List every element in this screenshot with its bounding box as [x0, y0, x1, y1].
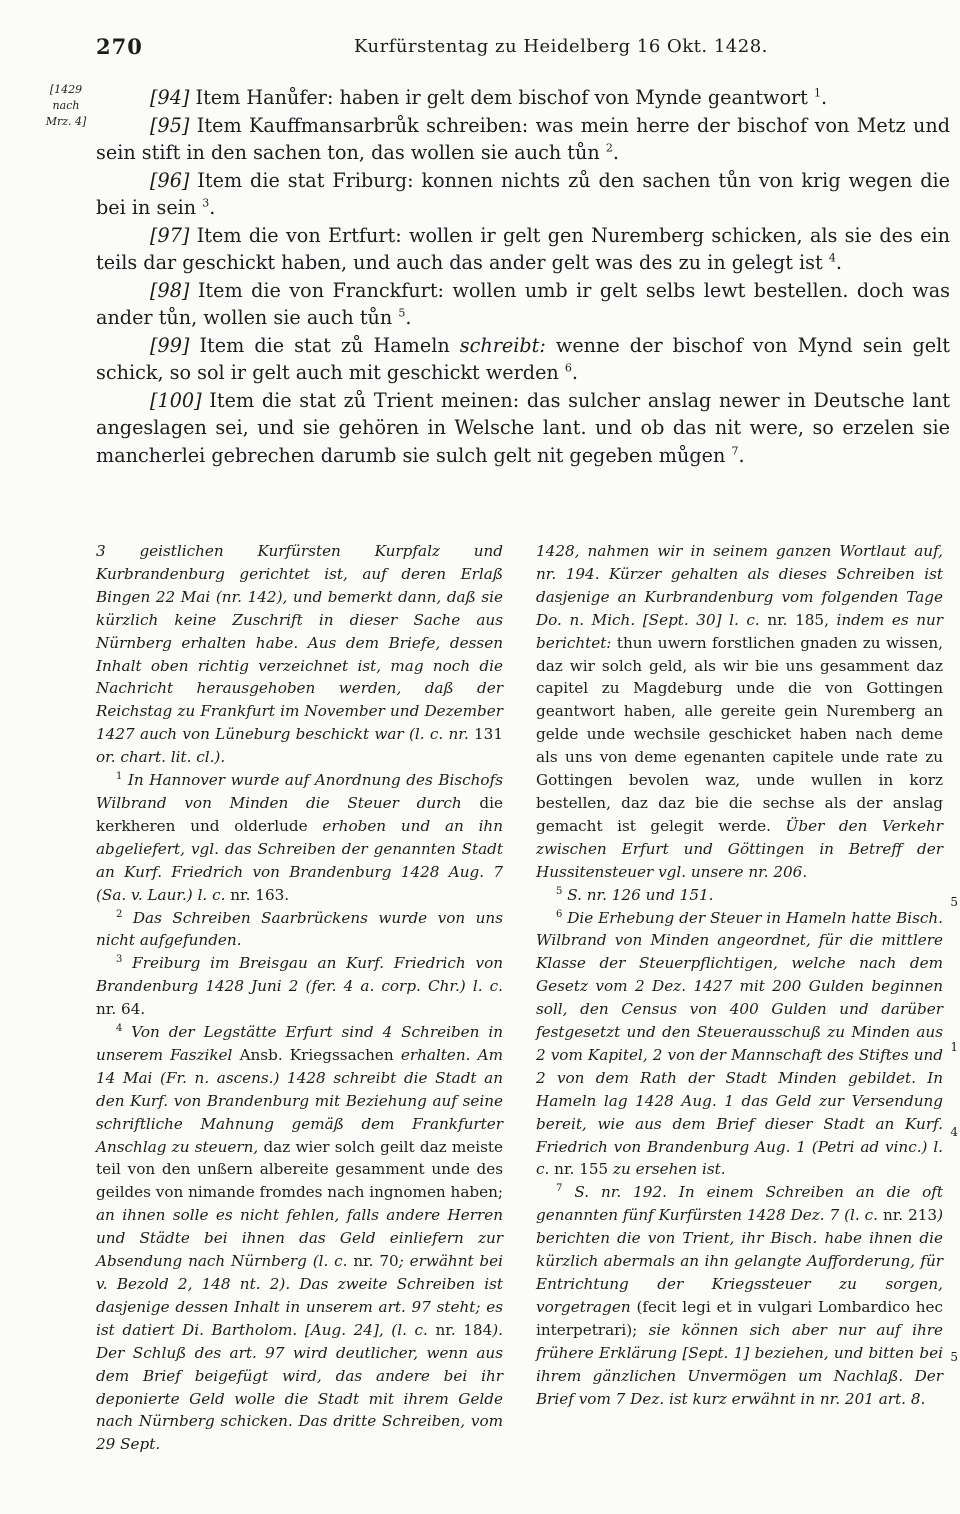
- footnote-number: 5: [556, 885, 563, 897]
- footnote-number: 3: [116, 954, 123, 966]
- footnote-text: die kerkheren und olderlude: [96, 793, 503, 835]
- page-header: [96, 34, 856, 64]
- footnote-text: an ihnen solle es nicht fehlen, falls andere Herren und Städte bei ihnen das Geld einliefern zur Absendung nach Nürnberg (l. c.: [96, 1206, 503, 1271]
- margin-note-line: Mrz. 4]: [45, 115, 87, 128]
- footnote-text: (fecit legi et in vulgari Lombardico hec interpetrari);: [536, 1297, 943, 1339]
- item-number: [94]: [150, 86, 190, 109]
- edge-mark: 5: [950, 895, 958, 909]
- punct: .: [571, 361, 578, 384]
- footnote-text: zu ersehen ist.: [608, 1160, 726, 1179]
- punct: .: [821, 86, 828, 109]
- item-97: [96, 222, 950, 277]
- footnote-ref: 1: [814, 86, 821, 100]
- footnote-continuation: [96, 540, 503, 769]
- footnote-ref: 7: [731, 444, 739, 458]
- footnote-7: [536, 1181, 943, 1410]
- footnote-6: [536, 907, 943, 1182]
- footnote-ref: 2: [605, 141, 613, 155]
- footnote-text: Über den Verkehr zwischen Erfurt und Göttingen in Betreff der Hussitensteuer vgl. unsere nr. 206.: [536, 816, 943, 881]
- footnote-text: nr. 64.: [96, 1000, 146, 1019]
- footnotes-left-column: [96, 540, 503, 1456]
- margin-note-line: [1429: [49, 83, 83, 96]
- footnote-text: nr. 70: [353, 1252, 399, 1271]
- footnote-1: [96, 769, 503, 906]
- item-text: Item die von Ertfurt: wollen ir gelt gen Nuremberg schicken, als sie des ein teils dar geschickt haben, und auch das ander gelt was des zu in gelegt ist: [96, 223, 950, 274]
- item-text: wenne der bischof von Mynd sein gelt schick, so sol ir gelt auch mit geschickt werden: [96, 333, 950, 384]
- margin-note-line: nach: [52, 99, 80, 112]
- item-number: [98]: [150, 278, 190, 302]
- footnote-text: indem es nur berichtet:: [536, 610, 944, 652]
- footnote-text: nr. 163.: [230, 885, 290, 904]
- footnotes: [96, 540, 950, 1480]
- item-number: [95]: [150, 113, 190, 137]
- footnote-text: In Hannover wurde auf Anordnung des Bischofs Wilbrand von Minden die Steuer durch: [96, 771, 503, 812]
- item-number: [100]: [150, 388, 202, 412]
- footnote-text: sie können sich aber nur auf ihre frühere Erklärung [Sept. 1] beziehen, und bitten bei ihrem gänzlichen Unvermögen um Nachlaß. Der Brief vom 7 Dez. ist kurz erwähnt in nr. 201 art. 8.: [536, 1320, 943, 1408]
- footnote-text: nr. 213: [882, 1206, 938, 1225]
- item-text: Item die stat zů Trient meinen: das sulcher anslag newer in Deutsche lant angeslagen sei, und sie gehören in Welsche lant. und ob das nit were, so erzelen sie mancherlei gebrechen darumb sie sulch gelt nit gegeben můgen: [96, 388, 950, 467]
- footnote-text: Die Erhebung der Steuer in Hameln hatte Bisch. Wilbrand von Minden angeordnet, für die mittlere Klasse der Steuerpflichtigen, welche nach dem Gesetz vom 2 Dez. 1427 mit 200 Gulden beginnen soll, den Census von 400 Gulden und darüber festgesetzt und den Steuerausschuß zu Minden aus 2 vom Kapitel, 2 von der Mannschaft des Stiftes und 2 von dem Rath der Stadt Minden gebildet. In Hameln lag 1428 Aug. 1 das Geld zur Versendung bereit, wie aus dem Brief dieser Stadt an Kurf. Friedrich von Brandenburg Aug. 1 (Petri ad vinc.) l. c.: [536, 908, 943, 1179]
- item-text: Item Hanůfer: haben ir gelt dem bischof von Mynde geantwort: [189, 86, 808, 109]
- running-title: Kurfürstentag zu Heidelberg 16 Okt. 1428.: [354, 36, 768, 57]
- footnote-number: 4: [116, 1022, 123, 1034]
- margin-date-note: [38, 82, 94, 130]
- footnote-text: ) berichten die von Trient, ihr Bisch. habe ihnen die kürzlich abermals an ihn gelangte Aufforderung, für Entrichtung der Kriegssteuer zu sorgen, vorgetragen: [536, 1206, 944, 1316]
- item-text: Item die stat zů Hameln: [189, 333, 460, 357]
- footnote-text: Das Schreiben Saarbrückens wurde von uns nicht aufgefunden.: [96, 908, 503, 950]
- footnote-text: daz wier solch geilt daz meiste teil von den unßern albereite gesamment unde des geildes von nimande fromdes nach ingnomen haben;: [96, 1137, 503, 1202]
- item-98: [96, 277, 950, 332]
- item-text: Item die von Franckfurt: wollen umb ir gelt selbs lewt bestellen. doch was ander tůn, wollen sie auch tůn: [96, 278, 950, 329]
- footnote-continuation: [536, 540, 943, 884]
- footnote-text: erhoben und an ihn abgeliefert, vgl. das Schreiben der genannten Stadt an Kurf. Friedrich von Brandenburg 1428 Aug. 7 (Sa. v. Laur.) l. c.: [96, 816, 503, 904]
- footnote-text: 3 geistlichen Kurfürsten Kurpfalz und Kurbrandenburg gerichtet ist, auf deren Erlaß Bingen 22 Mai (nr. 142), und bemerkt dann, daß sie kürzlich keine Zuschrift in dieser Sache aus Nürnberg erhalten habe. Aus dem Briefe, dessen Inhalt oben richtig verzeichnet ist, mag noch die Nachricht herausgehoben werden, daß der Reichstag zu Frankfurt im November und Dezember 1427 auch von Lüneburg beschickt war (l. c. nr.: [96, 542, 503, 744]
- item-96: [96, 167, 950, 222]
- item-verb: schreibt:: [459, 333, 546, 357]
- footnote-number: 1: [116, 771, 123, 782]
- footnote-ref: 5: [398, 306, 406, 320]
- footnote-text: S. nr. 126 und 151.: [562, 885, 714, 904]
- footnote-text: nr. 185,: [767, 610, 829, 629]
- page-number: 270: [96, 34, 143, 59]
- edge-mark: 1: [950, 1040, 958, 1054]
- footnote-5: [536, 884, 943, 907]
- item-number: [97]: [150, 223, 190, 247]
- item-95: [96, 112, 950, 167]
- punct: .: [612, 141, 619, 164]
- edge-mark: 4: [950, 1125, 958, 1139]
- footnote-2: [96, 907, 503, 953]
- item-100: [96, 387, 950, 470]
- item-text: Item die stat Friburg: konnen nichts zů den sachen tůn von krig wegen die bei in sein: [96, 168, 950, 219]
- footnote-text: S. nr. 192. In einem Schreiben an die oft genannten fünf Kurfürsten 1428 Dez. 7 (l. c.: [536, 1183, 943, 1225]
- footnote-text: Ansb. Kriegssachen: [239, 1045, 394, 1064]
- footnote-text: nr. 184: [435, 1320, 493, 1339]
- item-text: Item Kauffmansarbrůk schreiben: was mein herre der bischof von Metz und sein stift in den sachen ton, das wollen sie auch tůn: [96, 113, 950, 164]
- footnote-text: 131: [474, 725, 503, 744]
- footnote-number: 2: [116, 908, 123, 920]
- item-99: [96, 332, 950, 387]
- footnote-ref: 3: [202, 196, 210, 210]
- punct: .: [405, 306, 412, 329]
- punct: .: [738, 443, 745, 467]
- footnote-text: ). Der Schluß des art. 97 wird deutlicher, wenn aus dem Brief beigefügt wird, das andere bei ihr deponierte Geld wolle die Stadt mit ihrem Gelde nach Nürnberg schicken. Das dritte Schreiben, vom 29 Sept.: [96, 1320, 504, 1454]
- edge-marks: [950, 540, 960, 1480]
- punct: .: [835, 251, 842, 274]
- footnote-4: [96, 1021, 503, 1456]
- footnote-number: 6: [556, 908, 563, 920]
- item-number: [99]: [150, 333, 190, 357]
- footnote-text: 1428, nahmen wir in seinem ganzen Wortlaut auf, nr. 194. Kürzer gehalten als dieses Schreiben ist dasjenige an Kurbrandenburg vom folgenden Tage Do. n. Mich. [Sept. 30] l. c.: [536, 542, 943, 629]
- item-94: [96, 84, 950, 112]
- main-text: [96, 84, 950, 469]
- footnote-text: nr. 155: [554, 1160, 609, 1179]
- footnote-text: erhalten. Am 14 Mai (Fr. n. ascens.) 1428 schreibt die Stadt an den Kurf. von Brandenburg mit Beziehung auf seine schriftliche Mahnung gemäß dem Frankfurter Anschlag zu steuern,: [96, 1045, 503, 1156]
- footnote-text: Von der Legstätte Erfurt sind 4 Schreiben in unserem Faszikel: [96, 1023, 503, 1064]
- footnote-ref: 6: [564, 361, 572, 375]
- footnotes-right-column: [536, 540, 943, 1410]
- footnote-text: Freiburg im Breisgau an Kurf. Friedrich von Brandenburg 1428 Juni 2 (fer. 4 a. corp. Chr.) l. c.: [96, 954, 503, 996]
- edge-mark: 5: [950, 1350, 958, 1364]
- footnote-ref: 4: [828, 251, 836, 265]
- footnote-text: ; erwähnt bei v. Bezold 2, 148 nt. 2). Das zweite Schreiben ist dasjenige dessen Inhalt in unserem art. 97 steht; es ist datiert Di. Bartholom. [Aug. 24], (l. c.: [96, 1252, 503, 1339]
- footnote-number: 7: [556, 1183, 563, 1195]
- footnote-text: thun uwern forstlichen gnaden zu wissen, daz wir solch geld, als wir bie uns gesamment daz capitel zu Magdeburg unde die von Gottingen geantwort haben, alle gereite gein Nuremberg an gelde unde wechsile geschicket haben nach deme als uns von deme egenanten capitele unde rate zu Gottingen bevolen waz, unde wullen in korz bestellen, daz daz bie die sechse als der anslag gemacht ist gelegit werde.: [536, 633, 943, 835]
- footnote-text: or. chart. lit. cl.).: [96, 748, 226, 767]
- punct: .: [209, 196, 216, 219]
- item-number: [96]: [150, 168, 190, 192]
- footnote-3: [96, 952, 503, 1021]
